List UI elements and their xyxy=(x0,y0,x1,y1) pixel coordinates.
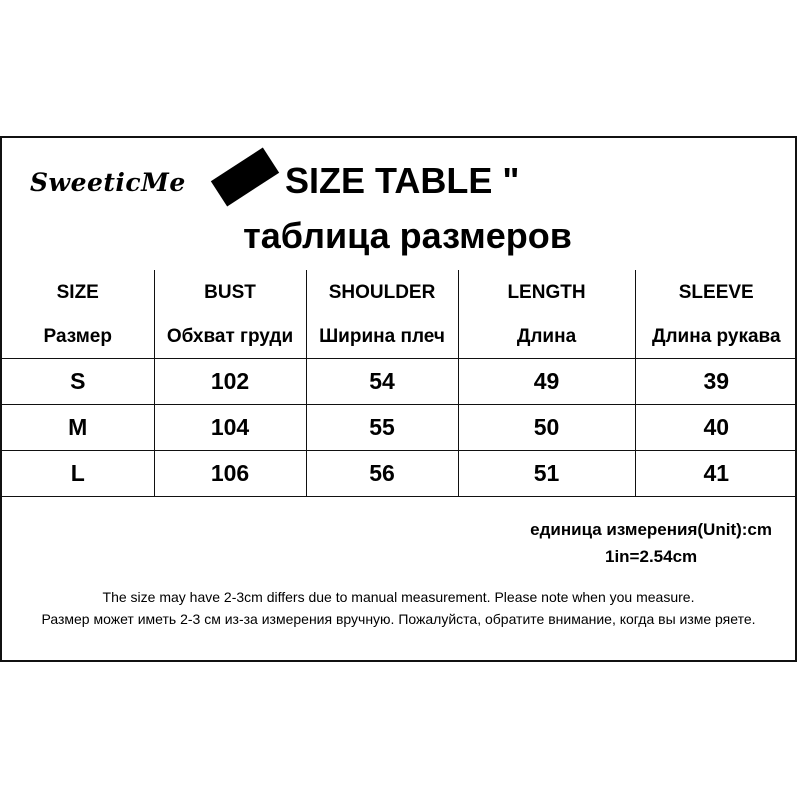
table-cell: 41 xyxy=(635,451,797,497)
unit-info xyxy=(530,516,772,570)
table-cell: 106 xyxy=(154,451,306,497)
table-cell: 39 xyxy=(635,359,797,405)
conversion-line: 1in=2.54cm xyxy=(605,547,698,566)
title-russian: таблица размеров xyxy=(243,215,572,256)
table-cell: 54 xyxy=(306,359,458,405)
header-row-english xyxy=(2,270,797,315)
note-english: The size may have 2-3cm differs due to manual measurement. Please note when you measure. xyxy=(102,589,695,605)
size-table xyxy=(2,270,797,497)
table-cell: S xyxy=(2,359,154,405)
table-cell: M xyxy=(2,405,154,451)
table-cell: 51 xyxy=(458,451,635,497)
table-cell: 104 xyxy=(154,405,306,451)
table-cell: L xyxy=(2,451,154,497)
column-header: SHOULDER xyxy=(306,270,458,315)
title-english: SIZE TABLE " xyxy=(285,160,520,201)
column-header: Размер xyxy=(2,315,154,359)
table-cell: 102 xyxy=(154,359,306,405)
decorative-slash xyxy=(211,148,279,207)
column-header: Длина рукава xyxy=(635,315,797,359)
measurement-note xyxy=(2,586,795,630)
column-header: SIZE xyxy=(2,270,154,315)
table-cell: 56 xyxy=(306,451,458,497)
table-cell: 40 xyxy=(635,405,797,451)
table-cell: 50 xyxy=(458,405,635,451)
table-row xyxy=(2,405,797,451)
column-header: BUST xyxy=(154,270,306,315)
unit-line: единица измерения(Unit):cm xyxy=(530,520,772,539)
table-cell: 49 xyxy=(458,359,635,405)
brand-logo: SweeticMe xyxy=(30,168,186,197)
header xyxy=(2,138,795,270)
column-header: Обхват груди xyxy=(154,315,306,359)
note-russian: Размер может иметь 2-3 см из-за измерения вручную. Пожалуйста, обратите внимание, когда вы изме ряете. xyxy=(41,611,756,627)
table-row xyxy=(2,451,797,497)
column-header: SLEEVE xyxy=(635,270,797,315)
size-chart-frame xyxy=(0,136,797,662)
table-cell: 55 xyxy=(306,405,458,451)
table-row xyxy=(2,359,797,405)
header-row-russian xyxy=(2,315,797,359)
column-header: LENGTH xyxy=(458,270,635,315)
column-header: Ширина плеч xyxy=(306,315,458,359)
column-header: Длина xyxy=(458,315,635,359)
